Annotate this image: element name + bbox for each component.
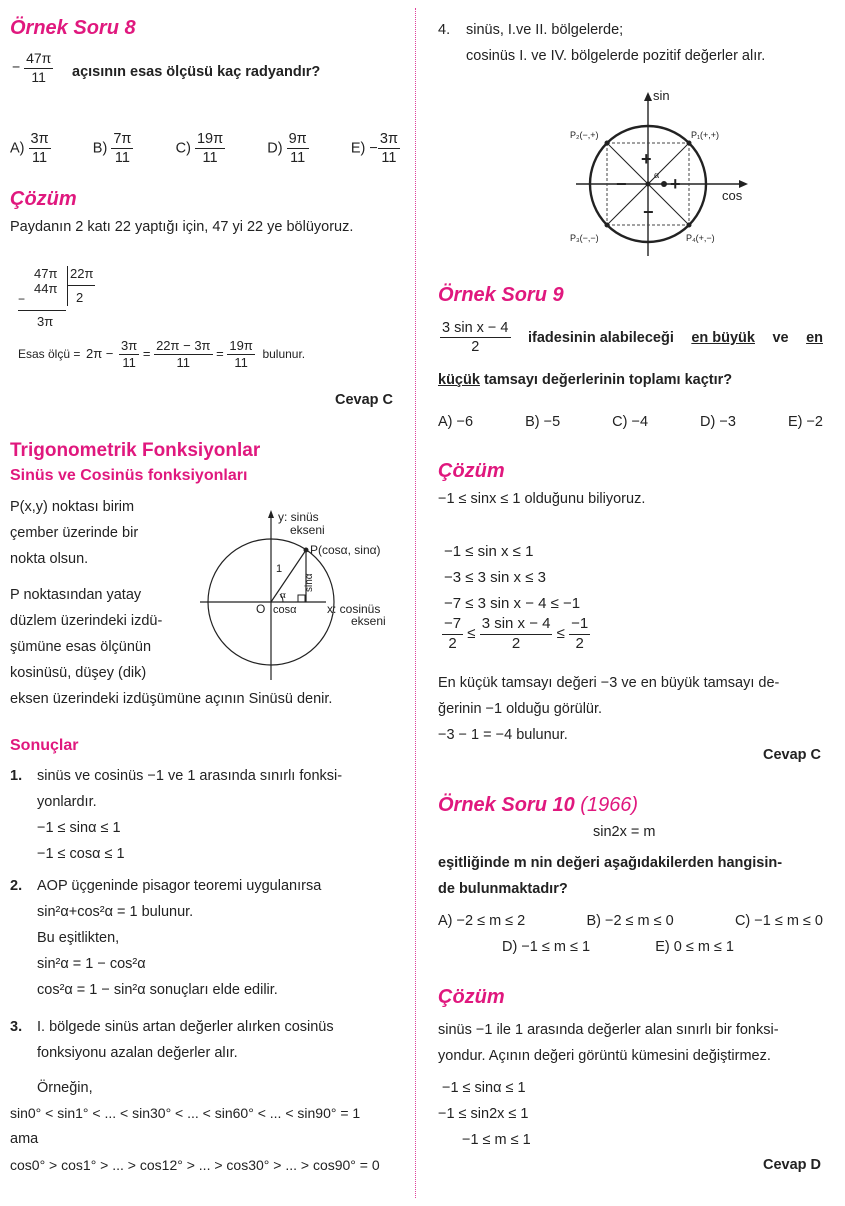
choice-den: 11 (381, 150, 397, 167)
fig-y-axis-label: y: sinüs (278, 510, 319, 524)
q8-expr-num: 47π (24, 50, 53, 69)
item4-line2: cosinüs I. ve IV. bölgelerde pozitif değerler alır. (466, 48, 766, 64)
sin-axis-arrow (644, 92, 652, 101)
q8-question: açısının esas ölçüsü kaç radyandır? (72, 64, 321, 80)
q9-solution-title: Çözüm (438, 460, 505, 482)
last-b-num: 3 sin x − 4 (480, 615, 553, 635)
q9-choices (438, 414, 823, 430)
division-bar-h (67, 285, 95, 286)
trig-p2-last: eksen üzerindeki izdüşümüne açının Sinüsü denir. (10, 691, 333, 707)
q9-answer: Cevap C (762, 747, 821, 763)
item1-line2: yonlardır. (37, 794, 97, 810)
q8-expr-fraction (24, 50, 53, 86)
fig-sin-label: sinα (304, 573, 315, 592)
q10-title-text: Örnek Soru 10 (438, 794, 575, 816)
trig-p2-line3: şümüne esas ölçünün (10, 639, 152, 655)
esas-f2-num: 22π − 3π (154, 338, 212, 355)
fig-alpha-label: α (280, 589, 286, 601)
q8-title: Örnek Soru 8 (10, 17, 136, 39)
last-le-2: ≤ (556, 625, 565, 643)
division-underline (18, 310, 66, 311)
division-dividend: 47π (34, 266, 58, 281)
q10-q1: eşitliğinde m nin değeri aşağıdakilerden hangisin- (438, 855, 783, 871)
q9-num: 3 sin x − 4 (440, 319, 511, 338)
ornegin: Örneğin, (37, 1080, 93, 1096)
q10-choice-d[interactable]: D) −1 ≤ m ≤ 1 (502, 939, 591, 955)
esas-label: Esas ölçü = (18, 347, 81, 362)
fig-x-axis-label2: ekseni (351, 614, 386, 628)
item-number: 4. (438, 22, 451, 38)
sin-inequality: sin0° < sin1° < ... < sin30° < ... < sin60° < ... < sin90° = 1 (10, 1105, 361, 1121)
choice-den: 11 (290, 150, 306, 167)
q9-last-step (442, 615, 590, 654)
fig-o-label: O (256, 602, 266, 616)
fig-p4-label: P₄(+,−) (686, 233, 715, 243)
last-a-num: −7 (442, 615, 463, 635)
q9-question-line2 (438, 372, 732, 388)
fig-p1-label: P₁(+,+) (691, 130, 720, 140)
choice-num: 9π (287, 130, 309, 149)
choice-num: 3π (378, 130, 400, 149)
trig-p2-line2: düzlem üzerindeki izdü- (10, 613, 163, 629)
item3-line2: fonksiyonu azalan değerler alır. (37, 1045, 238, 1061)
q8-answer: Cevap C (334, 392, 393, 408)
q9-expression (440, 319, 511, 356)
q10-choice-b[interactable]: B) −2 ≤ m ≤ 0 (586, 913, 674, 929)
trig-title: Trigonometrik Fonksiyonlar (10, 440, 261, 461)
choice-sign: − (369, 140, 378, 157)
item-number: 2. (10, 878, 23, 894)
choice-label: C) (175, 140, 191, 157)
cos-axis-arrow (739, 180, 748, 188)
item2-line4: sin²α = 1 − cos²α (37, 956, 146, 972)
q10-step-3: −1 ≤ m ≤ 1 (462, 1132, 531, 1148)
division-minus: − (18, 292, 26, 306)
last-c-den: 2 (575, 634, 584, 652)
q10-solution-text (438, 1017, 779, 1069)
esas-f1-num: 3π (119, 338, 139, 355)
trig-p2-line4: kosinüsü, düşey (dik) (10, 665, 147, 681)
fig-x-axis-label: x: cosinüs (327, 602, 381, 616)
division-quotient: 2 (76, 290, 84, 305)
q9-step-2: −3 ≤ 3 sin x ≤ 3 (444, 569, 546, 586)
last-a-den: 2 (448, 634, 457, 652)
q10-step-1: −1 ≤ sinα ≤ 1 (442, 1080, 526, 1096)
q9-choice-a[interactable]: A) −6 (438, 414, 474, 430)
q9-q2: tamsayı değerlerinin toplamı kaçtır? (483, 372, 733, 388)
q8-solution-title: Çözüm (10, 188, 77, 210)
division-bar-v (67, 266, 68, 306)
item-4 (438, 17, 765, 69)
cos-point (661, 181, 667, 187)
fig-minus-left: − (616, 174, 627, 194)
choice-label: E) (350, 140, 366, 157)
q10-answer: Cevap D (762, 1157, 821, 1173)
sonuclar-item-1 (10, 763, 342, 867)
q10-choice-c[interactable]: C) −1 ≤ m ≤ 0 (734, 913, 823, 929)
q8-expression (12, 50, 53, 86)
q10-step-2: −1 ≤ sin2x ≤ 1 (438, 1106, 529, 1122)
esas-end: bulunur. (262, 347, 306, 362)
q8-esas-olcu (18, 338, 305, 372)
esas-f3-num: 19π (227, 338, 254, 355)
q8-expr-sign: − (12, 58, 21, 75)
q10-title (438, 794, 638, 817)
point-p (304, 548, 309, 553)
fig-sin-label: sin (653, 88, 670, 103)
q8-choice-a[interactable] (10, 130, 51, 167)
fig-p3-label: P₃(−,−) (570, 233, 599, 243)
q10-equation: sin2x = m (593, 824, 656, 840)
trig-p1-line2: çember üzerinde bir (10, 525, 139, 541)
radius-line (271, 550, 306, 602)
esas-f2-den: 11 (176, 355, 191, 371)
choice-num: 3π (29, 130, 51, 149)
esas-eq1: = (142, 346, 151, 362)
q9-known: −1 ≤ sinx ≤ 1 olduğunu biliyoruz. (438, 491, 646, 507)
column-divider (415, 8, 416, 1198)
item1-line4: −1 ≤ cosα ≤ 1 (37, 846, 125, 862)
item-number: 3. (10, 1019, 23, 1035)
fig-plus-right: + (670, 174, 681, 194)
last-le-1: ≤ (467, 625, 476, 643)
choice-label: D) (267, 140, 283, 157)
esas-2pi: 2π − (86, 346, 114, 362)
y-axis-arrow (268, 510, 274, 518)
q9-choice-e[interactable]: E) −2 (787, 414, 823, 430)
trig-p2-line1: P noktasından yatay (10, 587, 142, 603)
item3-line1: I. bölgede sinüs artan değerler alırken cosinüs (37, 1019, 334, 1035)
division-remainder: 3π (37, 314, 54, 329)
item2-line3: Bu eşitlikten, (37, 930, 120, 946)
point-p4 (687, 223, 692, 228)
q9-u2: en (806, 330, 823, 346)
q8-choice-d[interactable] (267, 130, 308, 167)
choice-den: 11 (32, 150, 48, 167)
item4-line1: sinüs, I.ve II. bölgelerde; (466, 22, 624, 38)
item1-line3: −1 ≤ sinα ≤ 1 (37, 820, 121, 836)
fig-minus-bottom: − (643, 202, 654, 222)
point-p3 (605, 223, 610, 228)
fig-cos-label: cos (722, 188, 743, 203)
q9-conc-3: −3 − 1 = −4 bulunur. (438, 727, 568, 743)
q10-year: (1966) (580, 794, 639, 816)
q8-choice-b[interactable] (93, 130, 134, 167)
last-c-num: −1 (569, 615, 590, 635)
trig-p1 (10, 494, 176, 572)
last-b-den: 2 (511, 634, 521, 652)
q10-steps (438, 1075, 531, 1153)
item2-line5: cos²α = 1 − sin²α sonuçları elde edilir. (37, 982, 278, 998)
q8-solution-text: Paydanın 2 katı 22 yaptığı için, 47 yi 22 ye bölüyoruz. (10, 219, 354, 235)
q9-title: Örnek Soru 9 (438, 284, 564, 306)
ama: ama (10, 1131, 39, 1147)
q10-s1: sinüs −1 ile 1 arasında değerler alan sınırlı bir fonksi- (438, 1022, 779, 1038)
esas-f1-den: 11 (122, 355, 136, 371)
q9-ve: ve (772, 330, 789, 346)
q9-step-1: −1 ≤ sin x ≤ 1 (444, 543, 534, 560)
q8-choice-c[interactable] (176, 130, 225, 167)
q9-conclusion (438, 670, 779, 748)
q9-den: 2 (471, 339, 480, 356)
choice-num: 7π (111, 130, 133, 149)
q9-choice-c[interactable]: C) −4 (612, 414, 649, 430)
trig-p1-line3: nokta olsun. (10, 551, 89, 567)
choice-den: 11 (202, 150, 218, 167)
right-angle-mark (298, 595, 305, 602)
fig-p-label: P(cosα, sinα) (310, 543, 381, 557)
q9-conc-1: En küçük tamsayı değeri −3 ve en büyük tamsayı de- (438, 675, 780, 691)
fig-plus-top: + (641, 149, 652, 169)
q9-question-line1 (528, 330, 823, 346)
q10-choices-row2 (502, 939, 734, 955)
fig-y-axis-label2: ekseni (290, 523, 325, 537)
origin-point (646, 182, 651, 187)
item-number: 1. (10, 768, 23, 784)
choice-num: 19π (195, 130, 225, 149)
q10-choice-a[interactable]: A) −2 ≤ m ≤ 2 (438, 913, 526, 929)
division-divisor: 22π (70, 266, 94, 281)
q10-choice-e[interactable]: E) 0 ≤ m ≤ 1 (655, 939, 734, 955)
q9-step-3: −7 ≤ 3 sin x − 4 ≤ −1 (444, 595, 581, 612)
item1-line1: sinüs ve cosinüs −1 ve 1 arasında sınırlı fonksi- (37, 768, 343, 784)
sonuclar-title: Sonuçlar (10, 737, 79, 754)
q10-solution-title: Çözüm (438, 986, 505, 1008)
fig-p2-label: P₂(−,+) (570, 130, 599, 140)
q10-q2: de bulunmaktadır? (438, 881, 568, 897)
q9-q1: ifadesinin alabileceği (528, 330, 674, 346)
trig-subtitle: Sinüs ve Cosinüs fonksiyonları (10, 467, 248, 484)
q10-question (438, 850, 782, 902)
q9-choice-d[interactable]: D) −3 (700, 414, 736, 430)
choice-label: B) (92, 140, 108, 157)
q8-choices (10, 130, 400, 167)
cos-inequality: cos0° > cos1° > ... > cos12° > ... > cos30° > ... > cos90° = 0 (10, 1157, 380, 1173)
unit-circle-figure (196, 502, 408, 682)
item2-line1: AOP üçgeninde pisagor teoremi uygulanırsa (37, 878, 322, 894)
choice-den: 11 (114, 150, 130, 167)
esas-f3-den: 11 (234, 355, 248, 371)
q9-u1: en büyük (691, 330, 755, 346)
q8-choice-e[interactable] (351, 130, 400, 167)
point-p2 (605, 141, 610, 146)
division-sub: 44π (34, 281, 58, 296)
q8-expr-den: 11 (31, 68, 46, 85)
q9-conc-2: ğerinin −1 olduğu görülür. (438, 701, 603, 717)
point-p1 (687, 141, 692, 146)
quadrant-figure (568, 86, 758, 258)
q9-u3: küçük (438, 372, 480, 388)
sonuclar-item-2 (10, 873, 321, 1003)
fig-alpha-label: α (654, 170, 660, 181)
choice-label: A) (10, 140, 25, 157)
trig-p1-line1: P(x,y) noktası birim (10, 499, 135, 515)
sonuclar-item-3 (10, 1014, 334, 1066)
fig-one-label: 1 (276, 563, 283, 575)
q9-steps (444, 539, 580, 617)
q10-s2: yondur. Açının değeri görüntü kümesini değiştirmez. (438, 1048, 771, 1064)
esas-eq2: = (216, 346, 224, 362)
fig-cos-label: cosα (273, 604, 297, 616)
item2-line2: sin²α+cos²α = 1 bulunur. (37, 904, 194, 920)
q9-choice-b[interactable]: B) −5 (525, 414, 561, 430)
q10-choices-row1 (438, 913, 823, 929)
